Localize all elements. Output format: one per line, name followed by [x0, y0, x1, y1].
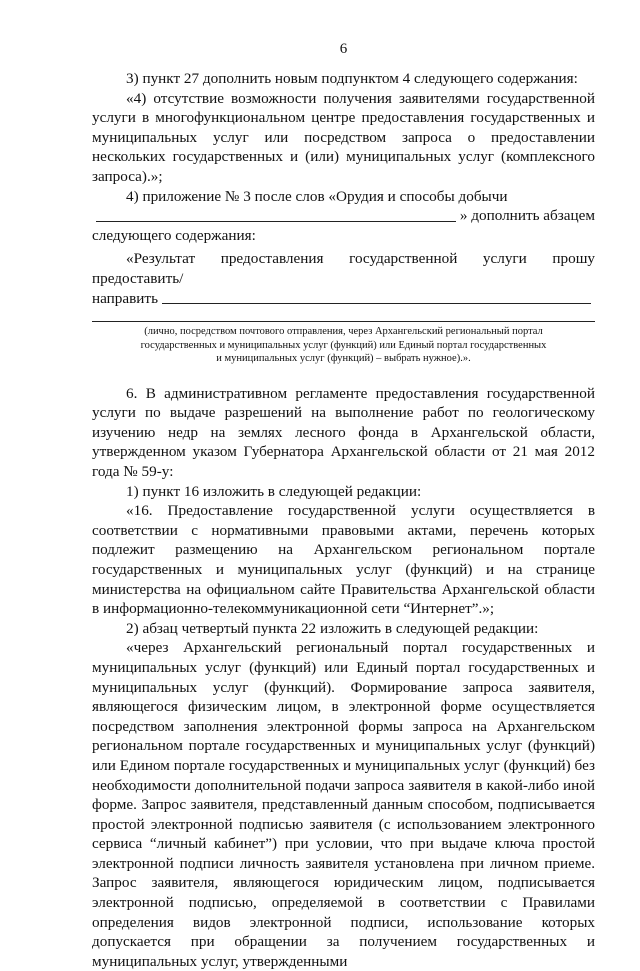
paragraph: «Результат предоставления государственной услуги прошу предоставить/ [92, 250, 595, 287]
blank-line-row [92, 289, 595, 309]
footnote-hint [92, 325, 595, 366]
page-number: 6 [339, 41, 348, 57]
blank-line [92, 308, 595, 322]
paragraph: 6. В административном регламенте предоставления государственной услуги по выдаче разрешений на выполнение работ по геологическому изучению недр на землях лесного фонда в Архангельской области, утвержденном указом Губернатора Архангельской области от 21 мая 2012 года № 59-у: [92, 384, 595, 480]
paragraph-end: » дополнить абзацем [459, 207, 595, 225]
paragraph: «4) отсутствие возможности получения заявителями государственной услуги в многофункциональном центре предоставления государственных и муниципальных услуг или посредством запроса о предоставлении нескольких государственных и (или) муниципальных услуг (комплексного запроса).»; [92, 89, 595, 185]
blank-line [96, 220, 456, 222]
paragraph: «16. Предоставление государственной услуги осуществляется в соответствии с нормативными правовыми актами, перечень которых подлежит размещению на Архангельском региональном портале государственных и муниципальных услуг (функций) и на странице министерства на официальном сайте Правительства Архангельской области в информационно-телекоммуникационной сети “Интернет”.»; [92, 502, 595, 618]
paragraph: следующего содержания: [92, 226, 256, 244]
document-body [92, 69, 595, 971]
paragraph: 3) пункт 27 дополнить новым подпунктом 4 следующего содержания: [126, 70, 578, 87]
paragraph: «через Архангельский региональный портал государственных и муниципальных услуг (функций) или Единый портал государственных и муниципальных услуг (функций). Формирование запроса заявителя, являющегося физическим лицом, в электронной форме осуществляется посредством заполнения электронной формы запроса на Архангельском региональном портале государственных и муниципальных услуг (функций) или Едином портале государственных и муниципальных услуг (функций) без необходимости дополнительной подачи запроса заявителя в какой-либо иной форме. Запрос заявителя, представленный данным способом, подписывается простой электронной подписью заявителя (с использованием электронного сервиса “личный кабинет”) при условии, что при выдаче ключа простой электронной подписи личность заявителя установлена при личном приеме. Запрос заявителя, являющегося юридическим лицом, подписывается электронной подписью, определяемой в соответствии с Правилами определения видов электронной подписи, использование которых допускается при обращении за получением государственных и муниципальных услуг, утвержденными [92, 639, 595, 970]
paragraph: 1) пункт 16 изложить в следующей редакции: [126, 482, 422, 500]
hint-line: (лично, посредством почтового отправления, через Архангельский региональный портал [144, 326, 543, 338]
blank-line-row [92, 206, 595, 226]
hint-line: и муниципальных услуг (функций) – выбрать нужное).». [216, 353, 471, 365]
hint-line: государственных и муниципальных услуг (функций) или Единый портал государственных [140, 339, 547, 351]
paragraph-start: направить [92, 289, 158, 307]
blank-line [162, 302, 591, 304]
document-page [92, 0, 595, 970]
paragraph: 4) приложение № 3 после слов «Орудия и способы добычи [126, 187, 508, 205]
paragraph: 2) абзац четвертый пункта 22 изложить в следующей редакции: [126, 619, 539, 637]
